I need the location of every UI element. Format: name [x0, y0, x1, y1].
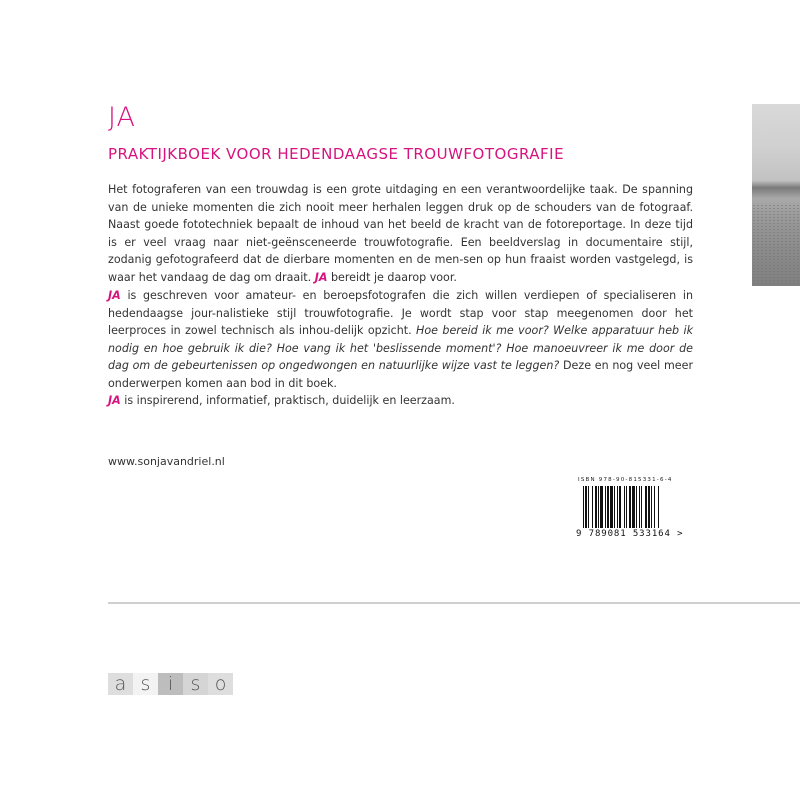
- paragraph-intro-end: bereidt je daarop voor.: [330, 270, 457, 284]
- publisher-logo-letter: s: [133, 673, 158, 695]
- isbn-barcode: [573, 477, 683, 543]
- ja-highlight: JA: [314, 270, 328, 284]
- beach-photo: [752, 104, 800, 286]
- ja-highlight: JA: [108, 289, 121, 302]
- book-logo: JA: [108, 102, 136, 133]
- paragraph-audience-text: is geschreven voor amateur- en beroepsfotografen die zich willen verdiepen of specialiseren in hedendaagse jour-nalistieke stijl trouwfotografie. Je wordt stap voor stap meegenomen door het leerproces in zowel technisch als inhou-delijk opzicht.: [108, 289, 693, 338]
- publisher-logo-letter: s: [183, 673, 208, 695]
- website-url: www.sonjavandriel.nl: [108, 455, 225, 468]
- publisher-logo-letter: i: [158, 673, 183, 695]
- paragraph-summary-text: is inspirerend, informatief, praktisch, duidelijk en leerzaam.: [124, 394, 455, 407]
- paragraph-intro-text: Het fotograferen van een trouwdag is een grote uitdaging en een verantwoordelijke taak. De spanning van de unieke momenten die zich nooit meer herhalen leggen druk op de schouders van de fotograaf. Naast goede fototechniek bepaalt de inhoud van het beeld de kracht van de fotoreportage. In deze tijd is er veel vraag naar niet-geënsceneerde trouwfotografie. Een beeldverslag in documentaire stijl, zodanig gefotografeerd dat de dierbare momenten en de men-sen op hun fraaist worden vastgelegd, is waar het vandaag de dag om draait.: [108, 183, 693, 284]
- paragraph-intro: [108, 181, 693, 287]
- paragraph-audience-questions: Hoe bereid ik me voor? Welke apparatuur heb ik nodig en hoe gebruik ik die? Hoe vang ik het 'beslissende moment'? Hoe manoeuvreer ik me door de dag om de gebeurtenissen op ongedwongen en natuurlijke wijze vast te leggen?: [108, 324, 693, 373]
- paragraph-summary: [108, 392, 693, 410]
- publisher-logo-letter: a: [108, 673, 133, 695]
- paragraph-audience: [108, 287, 693, 393]
- publisher-logo: [108, 673, 233, 695]
- isbn-label: ISBN 978-90-815331-6-4: [578, 477, 673, 483]
- barcode-digits: 9 789081 533164 >: [576, 529, 684, 539]
- barcode-bars: [583, 486, 675, 528]
- book-subtitle: PRAKTIJKBOEK VOOR HEDENDAAGSE TROUWFOTOGRAFIE: [108, 145, 565, 163]
- footer-divider: [108, 602, 800, 604]
- ja-highlight: JA: [108, 394, 121, 407]
- publisher-logo-letter: o: [208, 673, 233, 695]
- paragraph-audience-end: Deze en nog veel meer onderwerpen komen aan bod in dit boek.: [108, 359, 694, 390]
